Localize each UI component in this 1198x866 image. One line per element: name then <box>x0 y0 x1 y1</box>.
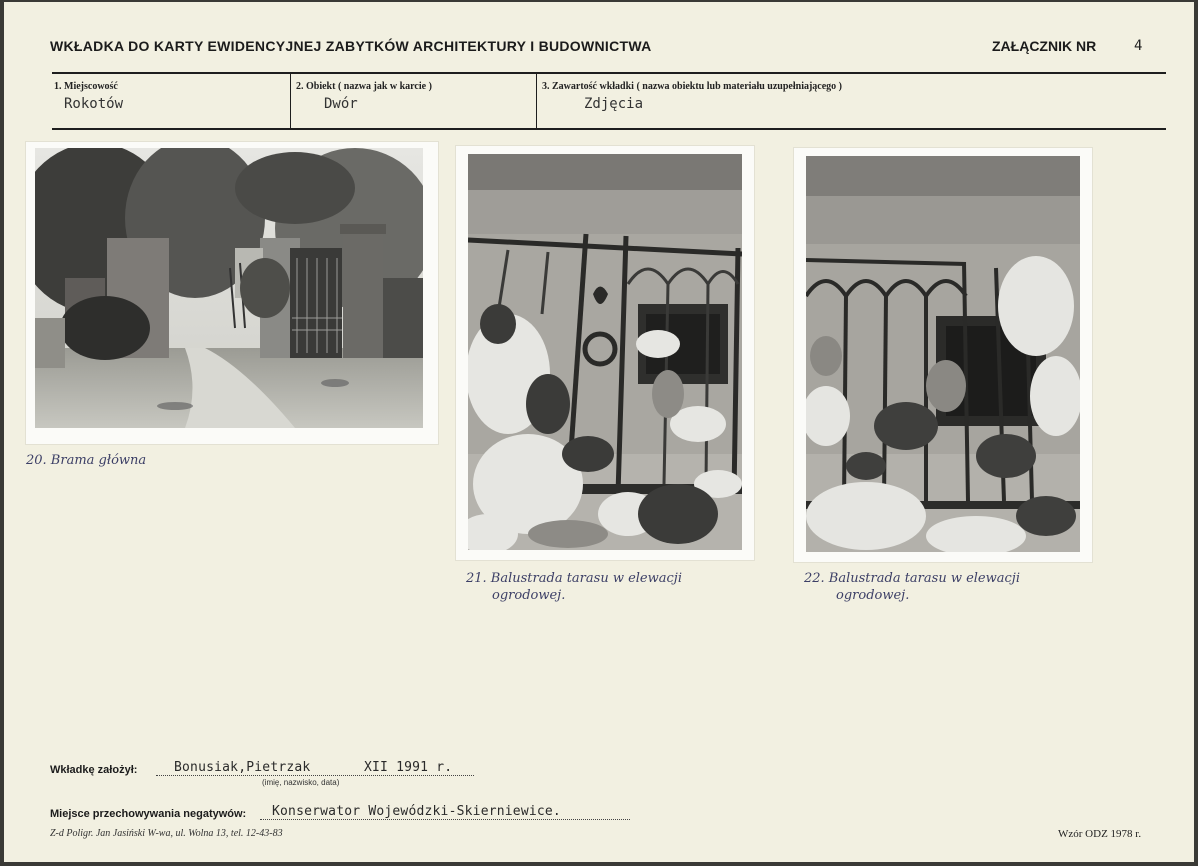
storage-dots <box>260 819 630 820</box>
field-divider-2 <box>536 74 537 128</box>
photo-gate <box>26 142 438 444</box>
storage-label: Miejsce przechowywania negatywów: <box>50 808 247 820</box>
header-rule-top <box>52 72 1166 74</box>
inventory-sheet <box>4 2 1194 862</box>
template-label: Wzór ODZ 1978 r. <box>1058 828 1142 840</box>
photo-balustrade-2 <box>794 148 1092 562</box>
field-value-object: Dwór <box>324 96 358 112</box>
gate-photograph <box>35 148 423 428</box>
storage-value: Konserwator Wojewódzki-Skierniewice. <box>272 804 561 819</box>
caption-22-line2: ogrodowej. <box>836 588 910 603</box>
field-label-contents: 3. Zawartość wkładki ( nazwa obiektu lub materiału uzupełniającego ) <box>542 81 843 92</box>
field-label-object: 2. Obiekt ( nazwa jak w karcie ) <box>296 81 432 92</box>
balustrade-photograph-1 <box>468 154 742 550</box>
founder-date: XII 1991 r. <box>364 760 453 775</box>
annex-label: ZAŁĄCZNIK NR <box>992 38 1097 54</box>
field-value-contents: Zdjęcia <box>584 96 644 112</box>
founder-dots <box>156 775 474 776</box>
annex-number: 4 <box>1134 38 1143 54</box>
field-value-locality: Rokotów <box>64 96 124 112</box>
header-rule-bottom <box>52 128 1166 130</box>
caption-photo-22 <box>804 570 1020 604</box>
caption-21-line2: ogrodowej. <box>492 588 566 603</box>
field-label-locality: 1. Miejscowość <box>54 81 118 92</box>
caption-20-line1: 20. Brama główna <box>26 453 147 468</box>
caption-photo-20 <box>26 452 146 469</box>
printer-imprint: Z-d Poligr. Jan Jasiński W-wa, ul. Wolna 13, tel. 12-43-83 <box>50 828 283 839</box>
founder-label: Wkładkę założył: <box>50 764 138 776</box>
balustrade-photograph-2 <box>806 156 1080 552</box>
founder-sublabel: (imię, nazwisko, data) <box>262 778 340 787</box>
caption-22-line1: 22. Balustrada tarasu w elewacji <box>804 571 1020 586</box>
founder-names: Bonusiak,Pietrzak <box>174 760 311 775</box>
caption-21-line1: 21. Balustrada tarasu w elewacji <box>466 571 682 586</box>
document-title: WKŁADKA DO KARTY EWIDENCYJNEJ ZABYTKÓW ARCHITEKTURY I BUDOWNICTWA <box>50 38 652 54</box>
photo-balustrade-1 <box>456 146 754 560</box>
caption-photo-21 <box>466 570 682 604</box>
field-divider-1 <box>290 74 291 128</box>
